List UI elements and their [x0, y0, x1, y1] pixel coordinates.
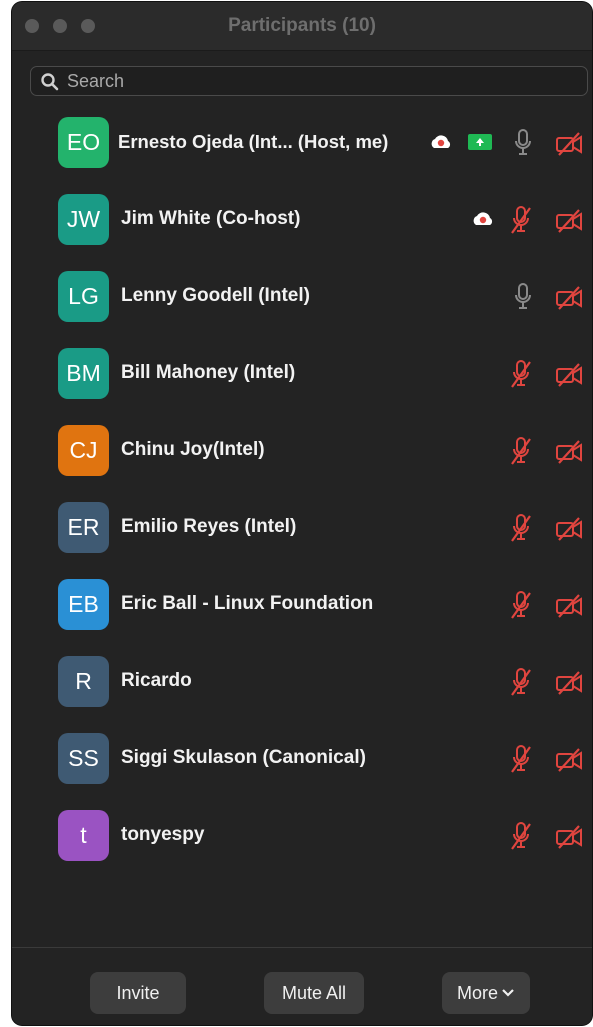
participant-row[interactable] — [12, 425, 592, 487]
avatar: LG — [58, 271, 109, 322]
avatar: EO — [58, 117, 109, 168]
participant-row[interactable] — [12, 348, 592, 410]
share-screen-icon — [467, 132, 493, 157]
avatar: EB — [58, 579, 109, 630]
mic-muted-icon[interactable] — [508, 436, 534, 471]
participant-row[interactable] — [12, 194, 592, 256]
participant-name: Lenny Goodell (Intel) — [121, 285, 310, 306]
mic-muted-icon[interactable] — [508, 744, 534, 779]
video-off-icon[interactable] — [554, 362, 584, 393]
mic-muted-icon[interactable] — [508, 513, 534, 548]
participant-row[interactable] — [12, 733, 592, 795]
video-off-icon[interactable] — [554, 670, 584, 701]
avatar: R — [58, 656, 109, 707]
mic-muted-icon[interactable] — [508, 590, 534, 625]
invite-button-label: Invite — [116, 982, 160, 1003]
participant-name: Chinu Joy(Intel) — [121, 439, 265, 460]
mic-icon[interactable] — [512, 128, 534, 163]
search-box[interactable] — [30, 66, 588, 96]
participant-name: Siggi Skulason (Canonical) — [121, 747, 366, 768]
mute-all-button[interactable] — [264, 972, 364, 1014]
mute-all-button-label: Mute All — [281, 982, 347, 1003]
video-off-icon[interactable] — [554, 439, 584, 470]
avatar: JW — [58, 194, 109, 245]
avatar: CJ — [58, 425, 109, 476]
video-off-icon[interactable] — [554, 593, 584, 624]
mic-muted-icon[interactable] — [508, 359, 534, 394]
avatar: SS — [58, 733, 109, 784]
participant-name: Bill Mahoney (Intel) — [121, 362, 296, 383]
video-off-icon[interactable] — [554, 516, 584, 547]
search-icon — [40, 72, 60, 92]
mic-muted-icon[interactable] — [508, 667, 534, 702]
mic-icon[interactable] — [512, 282, 534, 317]
avatar: ER — [58, 502, 109, 553]
video-off-icon[interactable] — [554, 824, 584, 855]
participant-row[interactable] — [12, 810, 592, 872]
participant-name: tonyespy — [121, 824, 205, 845]
participant-row[interactable] — [12, 271, 592, 333]
video-off-icon[interactable] — [554, 208, 584, 239]
invite-button[interactable] — [90, 972, 186, 1014]
search-input[interactable] — [67, 67, 567, 95]
participants-window — [12, 2, 592, 1025]
participant-row[interactable] — [12, 579, 592, 641]
participant-name: Jim White (Co-host) — [121, 208, 301, 229]
avatar: BM — [58, 348, 109, 399]
more-button-label: More — [456, 982, 498, 1003]
participant-row[interactable] — [12, 502, 592, 564]
avatar: t — [58, 810, 109, 861]
participant-name: Ricardo — [121, 670, 192, 691]
chevron-down-icon — [501, 988, 515, 998]
participant-name: Emilio Reyes (Intel) — [121, 516, 297, 537]
window-title: Participants (10) — [228, 15, 376, 36]
participant-name: Eric Ball - Linux Foundation — [121, 593, 374, 614]
mic-muted-icon[interactable] — [508, 821, 534, 856]
title-bar — [12, 2, 592, 51]
cloud-recording-icon — [470, 210, 496, 233]
footer-toolbar — [12, 947, 592, 1025]
participant-row[interactable] — [12, 117, 592, 179]
participant-row[interactable] — [12, 656, 592, 718]
video-off-icon[interactable] — [554, 747, 584, 778]
more-button[interactable] — [442, 972, 530, 1014]
video-off-icon[interactable] — [554, 285, 584, 316]
participant-name: Ernesto Ojeda (Int... (Host, me) — [118, 131, 389, 152]
video-off-icon[interactable] — [554, 131, 584, 162]
mic-muted-icon[interactable] — [508, 205, 534, 240]
cloud-recording-icon — [428, 133, 454, 156]
